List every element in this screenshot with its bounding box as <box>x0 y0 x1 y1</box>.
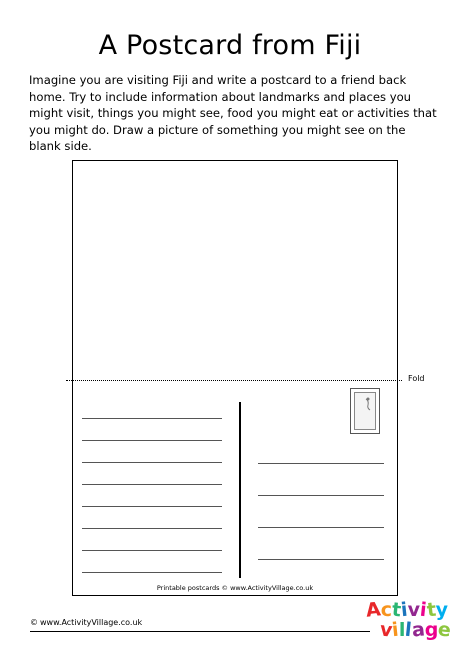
address-line[interactable] <box>258 495 384 496</box>
address-line[interactable] <box>258 559 384 560</box>
stamp-box <box>350 388 380 434</box>
message-line[interactable] <box>82 572 222 573</box>
address-line[interactable] <box>258 463 384 464</box>
logo-letter: l <box>404 618 414 642</box>
fold-label: Fold <box>408 374 425 383</box>
message-line[interactable] <box>82 506 222 507</box>
message-line[interactable] <box>82 440 222 441</box>
logo-letter: A <box>364 598 382 622</box>
logo-letter: a <box>410 618 426 642</box>
site-footer <box>30 618 142 627</box>
logo-letter: v <box>407 599 420 621</box>
logo-letter: i <box>391 618 401 642</box>
instructions-text: Imagine you are visiting Fiji and write a postcard to a friend back home. Try to include information about landmarks and places you might visit, things you might see, food you might eat or activities that you might do. Draw a picture of something you might see on the blank side. <box>29 73 437 153</box>
worksheet-title: A Postcard from Fiji <box>98 30 362 61</box>
logo-letter: i <box>399 598 409 622</box>
fold-line <box>66 380 402 381</box>
postcard-divider <box>239 402 241 578</box>
logo-letter: t <box>390 598 403 622</box>
site-url[interactable]: www.ActivityVillage.co.uk <box>40 618 143 627</box>
activity-village-logo <box>366 598 456 646</box>
logo-line-2 <box>380 620 451 640</box>
message-line[interactable] <box>82 418 222 419</box>
message-line[interactable] <box>82 528 222 529</box>
logo-letter: v <box>378 618 394 642</box>
message-line[interactable] <box>82 550 222 551</box>
copyright-symbol: © <box>30 618 38 627</box>
logo-line-1 <box>366 600 448 620</box>
postcard-outline <box>72 160 398 596</box>
message-line[interactable] <box>82 484 222 485</box>
logo-letter: t <box>425 598 437 622</box>
message-line[interactable] <box>82 462 222 463</box>
logo-letter: y <box>435 599 448 621</box>
stamp-icon <box>355 393 375 429</box>
logo-letter: e <box>437 618 453 642</box>
logo-letter: i <box>418 598 428 622</box>
address-line[interactable] <box>258 527 384 528</box>
logo-letter: g <box>424 619 439 641</box>
logo-letter: l <box>398 619 406 641</box>
footer-rule <box>30 631 370 632</box>
logo-letter: c <box>380 599 392 621</box>
postcard-credit: Printable postcards © www.ActivityVillage.co.uk <box>156 584 314 592</box>
stamp-inner <box>354 392 376 430</box>
